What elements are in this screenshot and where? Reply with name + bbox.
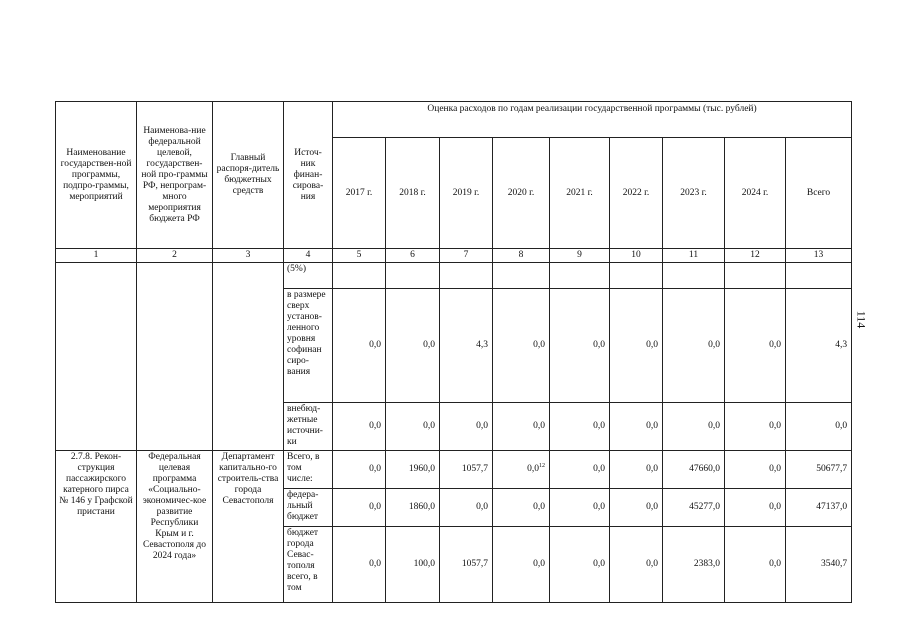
value-cell: 0,0 xyxy=(386,403,440,451)
value-cell: 0,0 xyxy=(440,489,493,527)
table-row xyxy=(56,263,852,289)
value-cell: 0,0 xyxy=(610,289,663,403)
value-cell: 0,0 xyxy=(725,527,786,603)
value-cell: 0,0 xyxy=(550,451,610,489)
value-cell xyxy=(550,263,610,289)
value-cell: 0,0 xyxy=(610,489,663,527)
federal-cell-empty xyxy=(137,263,213,451)
budget-table xyxy=(55,101,852,603)
column-number: 5 xyxy=(333,249,386,263)
value-text: 0,0 xyxy=(527,464,539,474)
value-cell xyxy=(663,263,725,289)
column-number: 1 xyxy=(56,249,137,263)
value-cell: 0,0 xyxy=(493,489,550,527)
value-cell: 0,0 xyxy=(610,527,663,603)
value-cell: 0,0 xyxy=(663,403,725,451)
value-cell: 0,0 xyxy=(333,289,386,403)
value-cell xyxy=(725,263,786,289)
value-cell: 0,0 xyxy=(725,403,786,451)
header-expense-estimate: Оценка расходов по годам реализации государственной программы (тыс. рублей) xyxy=(333,102,852,138)
value-cell: 1057,7 xyxy=(440,527,493,603)
value-cell: 0,0 xyxy=(333,489,386,527)
value-cell: 1057,7 xyxy=(440,451,493,489)
column-number: 12 xyxy=(725,249,786,263)
value-cell: 0,0 xyxy=(333,451,386,489)
header-program-name: Наименование государствен-ной программы, подпро-граммы, мероприятий xyxy=(56,102,137,249)
value-cell: 0,0 xyxy=(493,403,550,451)
header-year: 2023 г. xyxy=(663,138,725,249)
value-cell: 0,0 xyxy=(386,289,440,403)
value-cell: 0,0 xyxy=(550,403,610,451)
value-cell: 100,0 xyxy=(386,527,440,603)
source-cell: федера-льный бюджет xyxy=(284,489,333,527)
value-cell: 0,0 xyxy=(725,451,786,489)
program-cell-empty xyxy=(56,263,137,451)
distributor-cell-empty xyxy=(213,263,284,451)
value-cell: 0,0 xyxy=(725,489,786,527)
value-cell: 1860,0 xyxy=(386,489,440,527)
header-source: Источ-ник финан-сирова-ния xyxy=(284,102,333,249)
column-number: 9 xyxy=(550,249,610,263)
value-cell: 1960,0 xyxy=(386,451,440,489)
value-cell: 47660,0 xyxy=(663,451,725,489)
value-cell xyxy=(786,263,852,289)
column-number: 4 xyxy=(284,249,333,263)
column-number: 7 xyxy=(440,249,493,263)
source-cell: внебюд-жетные источни-ки xyxy=(284,403,333,451)
source-cell: Всего, в том числе: xyxy=(284,451,333,489)
value-cell: 0,0 xyxy=(786,403,852,451)
value-cell xyxy=(333,263,386,289)
page-number: 114 xyxy=(854,310,869,329)
header-year: 2024 г. xyxy=(725,138,786,249)
value-cell: 0,0 xyxy=(493,289,550,403)
column-number: 3 xyxy=(213,249,284,263)
value-cell: 0,0 xyxy=(550,489,610,527)
value-cell: 47137,0 xyxy=(786,489,852,527)
value-cell: 0,0 xyxy=(725,289,786,403)
header-year: 2021 г. xyxy=(550,138,610,249)
header-year: 2018 г. xyxy=(386,138,440,249)
source-cell: бюджет города Севас-тополя всего, в том xyxy=(284,527,333,603)
source-cell: в размере сверх установ-ленного уровня софинан сиро-вания xyxy=(284,289,333,403)
value-cell xyxy=(440,263,493,289)
value-cell: 4,3 xyxy=(786,289,852,403)
header-distributor: Главный распоря-дитель бюджетных средств xyxy=(213,102,284,249)
value-cell: 0,0 xyxy=(333,403,386,451)
value-cell xyxy=(493,263,550,289)
column-number-row xyxy=(56,249,852,263)
column-number: 2 xyxy=(137,249,213,263)
value-cell: 4,3 xyxy=(440,289,493,403)
value-cell xyxy=(386,263,440,289)
value-cell: 0,0 xyxy=(550,527,610,603)
value-cell: 0,0 xyxy=(610,451,663,489)
project-distributor-cell: Департамент капитально-го строитель-ства города Севастополя xyxy=(213,451,284,603)
value-cell: 50677,7 xyxy=(786,451,852,489)
value-cell xyxy=(493,451,550,489)
table-row xyxy=(56,451,852,489)
value-cell: 45277,0 xyxy=(663,489,725,527)
value-cell: 0,0 xyxy=(493,527,550,603)
column-number: 6 xyxy=(386,249,440,263)
header-total: Всего xyxy=(786,138,852,249)
value-cell xyxy=(610,263,663,289)
source-cell: (5%) xyxy=(284,263,333,289)
header-year: 2022 г. xyxy=(610,138,663,249)
value-cell: 0,0 xyxy=(333,527,386,603)
header-year: 2017 г. xyxy=(333,138,386,249)
header-federal-program: Наименова-ние федеральной целевой, государствен-ной про-граммы РФ, непрограм-много мероприятия бюджета РФ xyxy=(137,102,213,249)
header-year: 2019 г. xyxy=(440,138,493,249)
header-row-title xyxy=(56,102,852,138)
value-cell: 0,0 xyxy=(550,289,610,403)
value-cell: 3540,7 xyxy=(786,527,852,603)
value-cell: 0,0 xyxy=(440,403,493,451)
value-cell: 0,0 xyxy=(663,289,725,403)
value-cell: 2383,0 xyxy=(663,527,725,603)
project-name-cell: 2.7.8. Рекон-струкция пассажирского катерного пирса № 146 у Графской пристани xyxy=(56,451,137,603)
column-number: 11 xyxy=(663,249,725,263)
column-number: 8 xyxy=(493,249,550,263)
column-number: 13 xyxy=(786,249,852,263)
value-cell: 0,0 xyxy=(610,403,663,451)
header-year: 2020 г. xyxy=(493,138,550,249)
column-number: 10 xyxy=(610,249,663,263)
footnote-marker: 12 xyxy=(539,462,545,469)
project-program-cell: Федеральная целевая программа «Социально-экономичес-кое развитие Республики Крым и г. Севастополя до 2024 года» xyxy=(137,451,213,603)
